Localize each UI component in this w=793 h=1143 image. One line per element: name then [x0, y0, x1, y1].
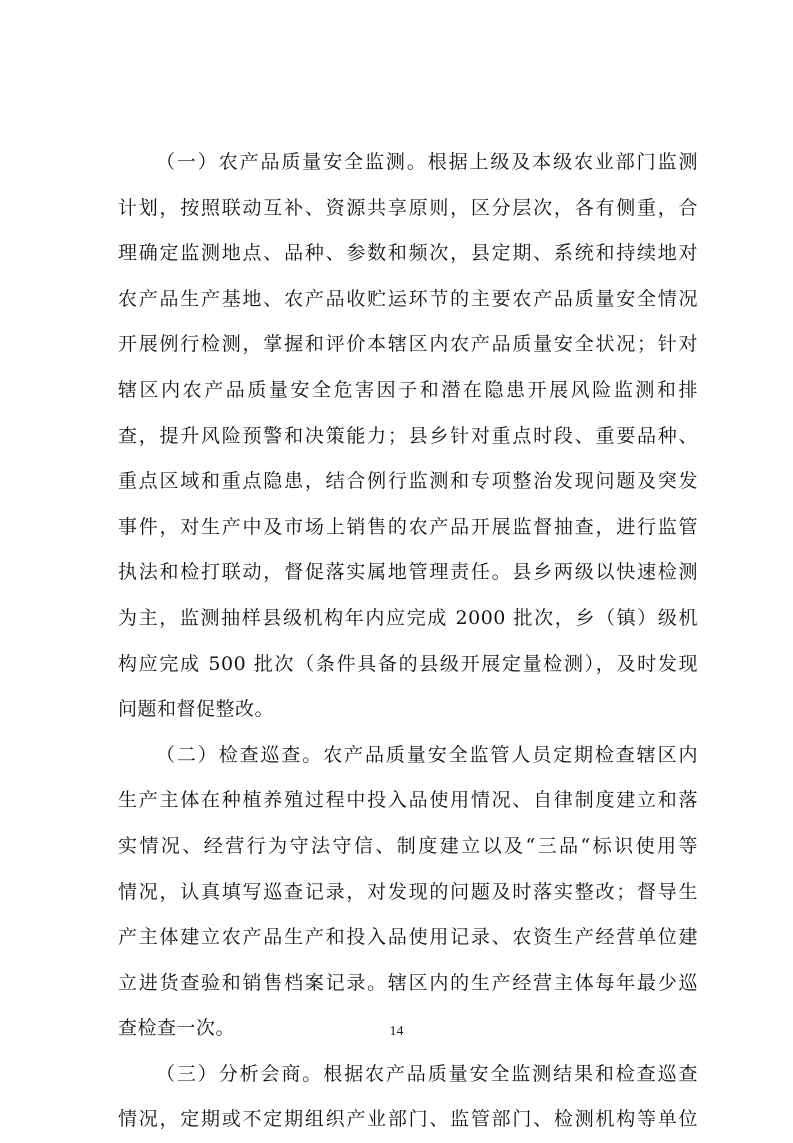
- text-line: 计划，按照联动互补、资源共享原则，区分层次，各有侧重，合: [118, 196, 698, 219]
- text-line: 重点区域和重点隐患，结合例行监测和专项整治发现问题及突发: [118, 470, 698, 493]
- text-line: 为主，监测抽样县级机构年内应完成 2000 批次，乡（镇）级机: [118, 606, 698, 629]
- text-line: （一）农产品质量安全监测。根据上级及本级农业部门监测: [156, 151, 698, 173]
- text-line: 事件，对生产中及市场上销售的农产品开展监督抽查，进行监管: [118, 515, 698, 538]
- text-line: 开展例行检测，掌握和评价本辖区内农产品质量安全状况；针对: [118, 333, 698, 356]
- text-line: （三）分析会商。根据农产品质量安全监测结果和检查巡查: [156, 1062, 698, 1085]
- text-line: 情况，认真填写巡查记录，对发现的问题及时落实整改；督导生: [118, 880, 698, 903]
- text-line: 构应完成 500 批次（条件具备的县级开展定量检测），及时发现: [118, 652, 698, 675]
- text-line: 执法和检打联动，督促落实属地管理责任。县乡两级以快速检测: [118, 561, 698, 584]
- text-line: 情况，定期或不定期组织产业部门、监管部门、检测机构等单位: [118, 1108, 698, 1131]
- text-line: 立进货查验和销售档案记录。辖区内的生产经营主体每年最少巡: [118, 971, 698, 994]
- body-text: [118, 140, 698, 1143]
- paragraph-monitoring: [118, 140, 698, 733]
- text-line: 查，提升风险预警和决策能力；县乡针对重点时段、重要品种、: [118, 424, 698, 447]
- paragraph-analysis: [118, 1052, 698, 1143]
- text-line: 农产品生产基地、农产品收贮运环节的主要农产品质量安全情况: [118, 287, 698, 310]
- text-line: 产主体建立农产品生产和投入品使用记录、农资生产经营单位建: [118, 926, 698, 949]
- text-line: 生产主体在种植养殖过程中投入品使用情况、自律制度建立和落: [118, 789, 698, 812]
- page-number: 14: [389, 1024, 404, 1039]
- text-line: 查检查一次。: [118, 1017, 236, 1040]
- text-line: 实情况、经营行为守法守信、制度建立以及“三品“标识使用等: [118, 834, 698, 857]
- text-line: 问题和督促整改。: [118, 698, 275, 721]
- text-line: （二）检查巡查。农产品质量安全监管人员定期检查辖区内: [156, 743, 698, 766]
- text-line: 理确定监测地点、品种、参数和频次，县定期、系统和持续地对: [118, 242, 698, 265]
- text-line: 辖区内农产品质量安全危害因子和潜在隐患开展风险监测和排: [118, 378, 698, 401]
- paragraph-inspection: [118, 733, 698, 1052]
